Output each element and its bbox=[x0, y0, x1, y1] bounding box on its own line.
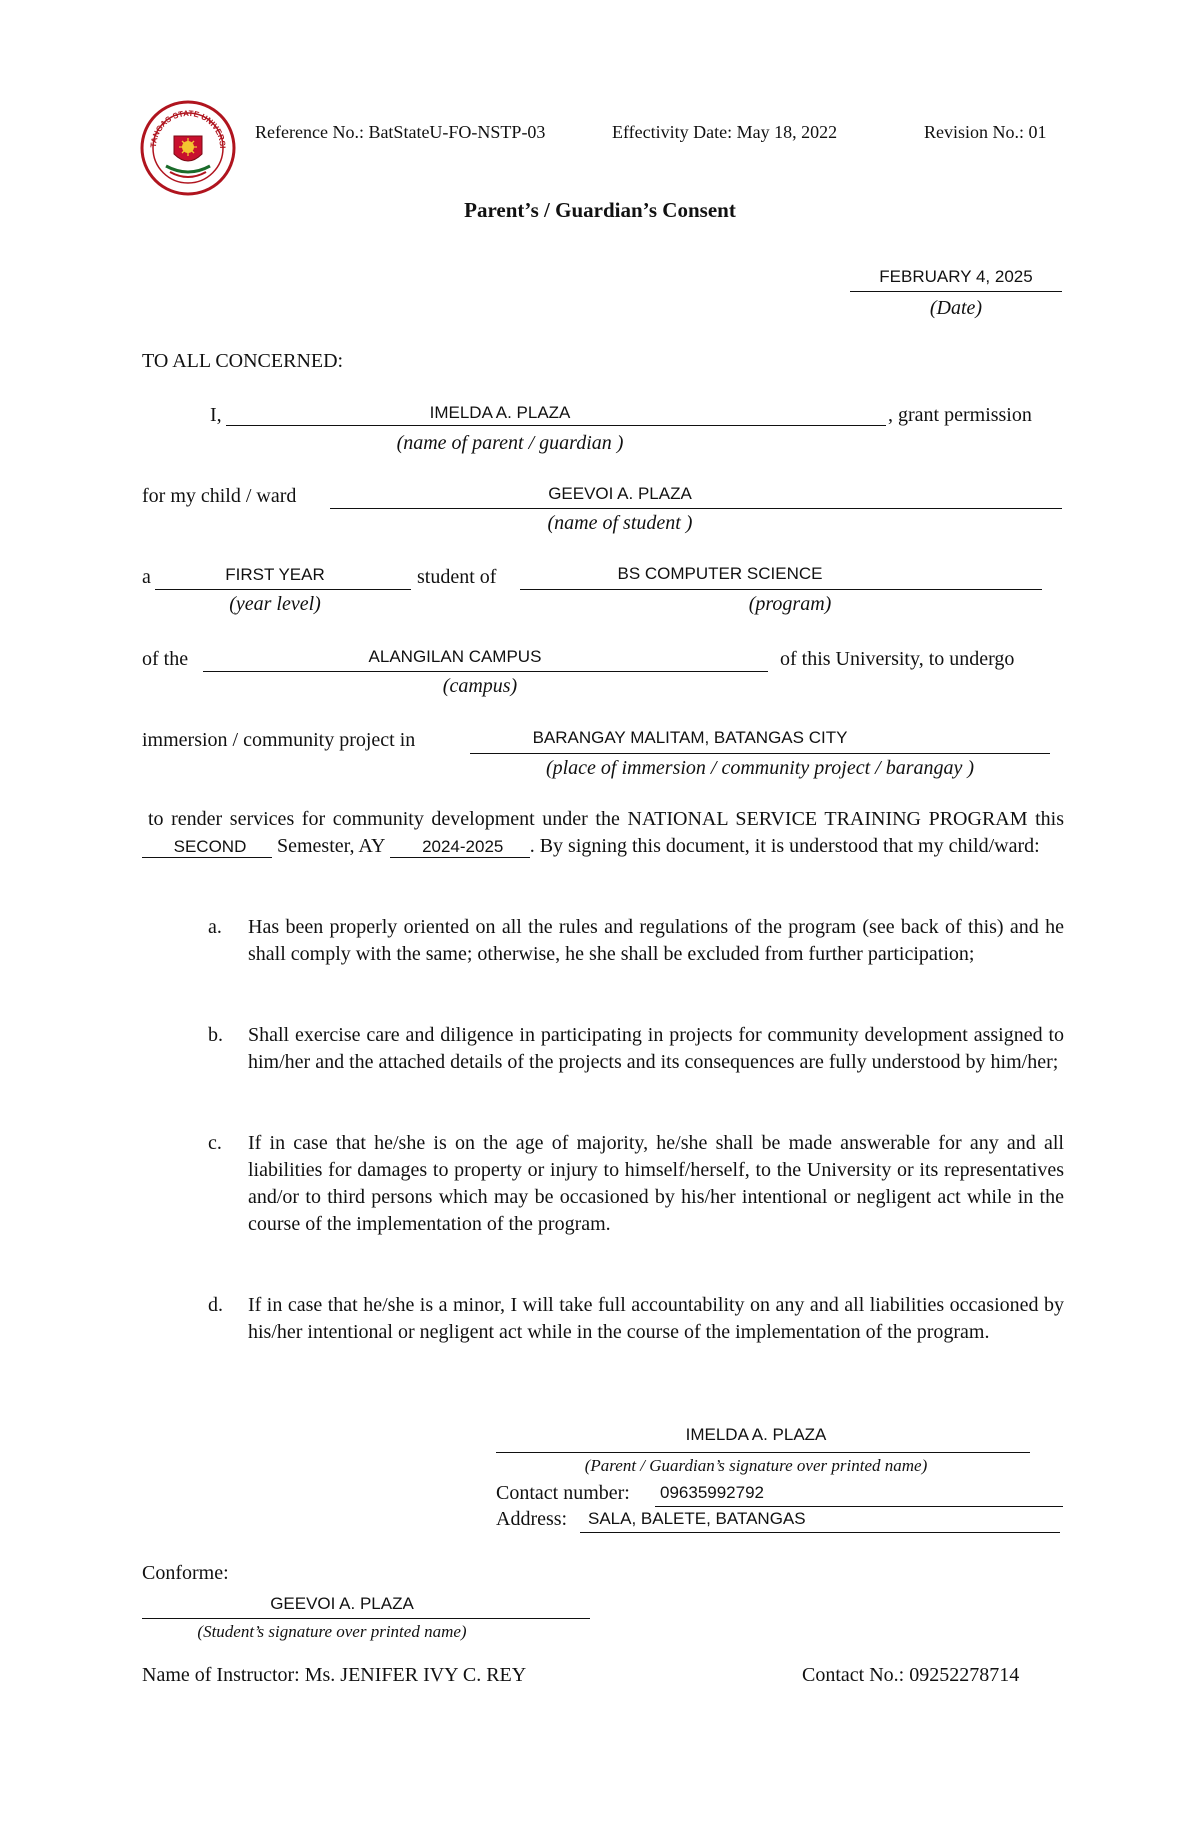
student-of-text: student of bbox=[417, 566, 497, 588]
list-marker: d. bbox=[208, 1294, 223, 1316]
contact-value: 09635992792 bbox=[660, 1483, 765, 1502]
campus-suffix: of this University, to undergo bbox=[780, 648, 1015, 670]
address-value: SALA, BALETE, BATANGAS bbox=[588, 1509, 806, 1528]
address-label: Address: bbox=[496, 1508, 568, 1530]
semester-value: SECOND bbox=[142, 837, 272, 858]
list-text: Shall exercise care and diligence in participating in projects for community development assigned to him/her and the attached details of the projects and its consequences are fully understood by him/her; bbox=[248, 1024, 1064, 1073]
university-seal bbox=[140, 100, 236, 196]
list-marker: b. bbox=[208, 1024, 223, 1046]
campus-value: ALANGILAN CAMPUS bbox=[368, 647, 542, 666]
student-underline bbox=[330, 508, 1062, 509]
immersion-underline bbox=[470, 753, 1050, 754]
date-underline bbox=[850, 291, 1062, 292]
instructor-name: Name of Instructor: Ms. JENIFER IVY C. REY bbox=[142, 1664, 527, 1686]
parent-prefix: I, bbox=[210, 404, 222, 426]
immersion-place-value: BARANGAY MALITAM, BATANGAS CITY bbox=[532, 728, 848, 747]
effectivity-date: Effectivity Date: May 18, 2022 bbox=[612, 122, 838, 142]
list-text: If in case that he/she is on the age of majority, he/she shall be made answerable for any and all liabilities for damages to property or injury to himself/herself, to the University or its representatives and/or to third persons which may be occasioned by his/her intentional or negligent act while in the course of the implementation of the program. bbox=[248, 1132, 1064, 1235]
parent-caption: (name of parent / guardian ) bbox=[396, 432, 624, 454]
campus-caption: (campus) bbox=[442, 675, 518, 697]
address-underline bbox=[580, 1532, 1060, 1533]
consent-paragraph bbox=[142, 806, 1064, 860]
conforme-label: Conforme: bbox=[142, 1562, 229, 1584]
revision-number: Revision No.: 01 bbox=[924, 122, 1047, 142]
student-signature-line bbox=[142, 1618, 590, 1619]
list-marker: a. bbox=[208, 916, 222, 938]
list-item bbox=[210, 1292, 1064, 1346]
campus-prefix: of the bbox=[142, 648, 189, 670]
year-prefix: a bbox=[142, 566, 151, 588]
body-part2: Semester, AY bbox=[277, 835, 385, 857]
page-title: Parent’s / Guardian’s Consent bbox=[464, 198, 736, 222]
contact-underline bbox=[655, 1506, 1063, 1507]
immersion-prefix: immersion / community project in bbox=[142, 729, 416, 751]
list-item bbox=[210, 914, 1064, 968]
student-prefix: for my child / ward bbox=[142, 485, 297, 507]
parent-signature-name: IMELDA A. PLAZA bbox=[685, 1425, 827, 1444]
list-text: Has been properly oriented on all the rules and regulations of the program (see back of this) and he shall comply with the same; otherwise, he she shall be excluded from further participation; bbox=[248, 916, 1064, 965]
parent-signature-line bbox=[496, 1452, 1030, 1453]
program-underline bbox=[520, 589, 1042, 590]
year-caption: (year level) bbox=[229, 593, 321, 615]
instructor-contact: Contact No.: 09252278714 bbox=[802, 1664, 1020, 1686]
student-caption: (name of student ) bbox=[547, 512, 693, 534]
campus-underline bbox=[203, 671, 768, 672]
date-value: FEBRUARY 4, 2025 bbox=[879, 267, 1033, 286]
student-signature-caption: (Student’s signature over printed name) bbox=[197, 1622, 467, 1641]
parent-suffix: , grant permission bbox=[888, 404, 1032, 426]
immersion-caption: (place of immersion / community project / barangay ) bbox=[545, 757, 975, 779]
year-underline bbox=[155, 589, 411, 590]
date-caption: (Date) bbox=[929, 297, 983, 319]
contact-label: Contact number: bbox=[496, 1482, 630, 1504]
list-marker: c. bbox=[208, 1132, 222, 1154]
list-item bbox=[210, 1022, 1064, 1076]
parent-name-value: IMELDA A. PLAZA bbox=[429, 403, 571, 422]
list-item bbox=[210, 1130, 1064, 1238]
student-signature-name: GEEVOI A. PLAZA bbox=[270, 1594, 414, 1613]
year-level-value: FIRST YEAR bbox=[225, 565, 325, 584]
seal-text: TANGAS STATE UNIVERSI bbox=[148, 108, 228, 149]
list-text: If in case that he/she is a minor, I will take full accountability on any and all liabilities occasioned by his/her intentional or negligent act while in the course of the implementation of the program. bbox=[248, 1294, 1064, 1343]
program-caption: (program) bbox=[748, 593, 832, 615]
body-part3: . By signing this document, it is understood that my child/ward: bbox=[529, 835, 1040, 857]
academic-year-value: 2024-2025 bbox=[390, 837, 530, 858]
parent-underline bbox=[226, 425, 886, 426]
student-name-value: GEEVOI A. PLAZA bbox=[548, 484, 692, 503]
reference-number: Reference No.: BatStateU-FO-NSTP-03 bbox=[255, 122, 546, 142]
program-value: BS COMPUTER SCIENCE bbox=[617, 564, 823, 583]
salutation: TO ALL CONCERNED: bbox=[142, 350, 344, 372]
body-part1: to render services for community development under the NATIONAL SERVICE TRAINING PROGRAM this bbox=[148, 808, 1064, 830]
parent-signature-caption: (Parent / Guardian’s signature over printed name) bbox=[584, 1456, 928, 1475]
